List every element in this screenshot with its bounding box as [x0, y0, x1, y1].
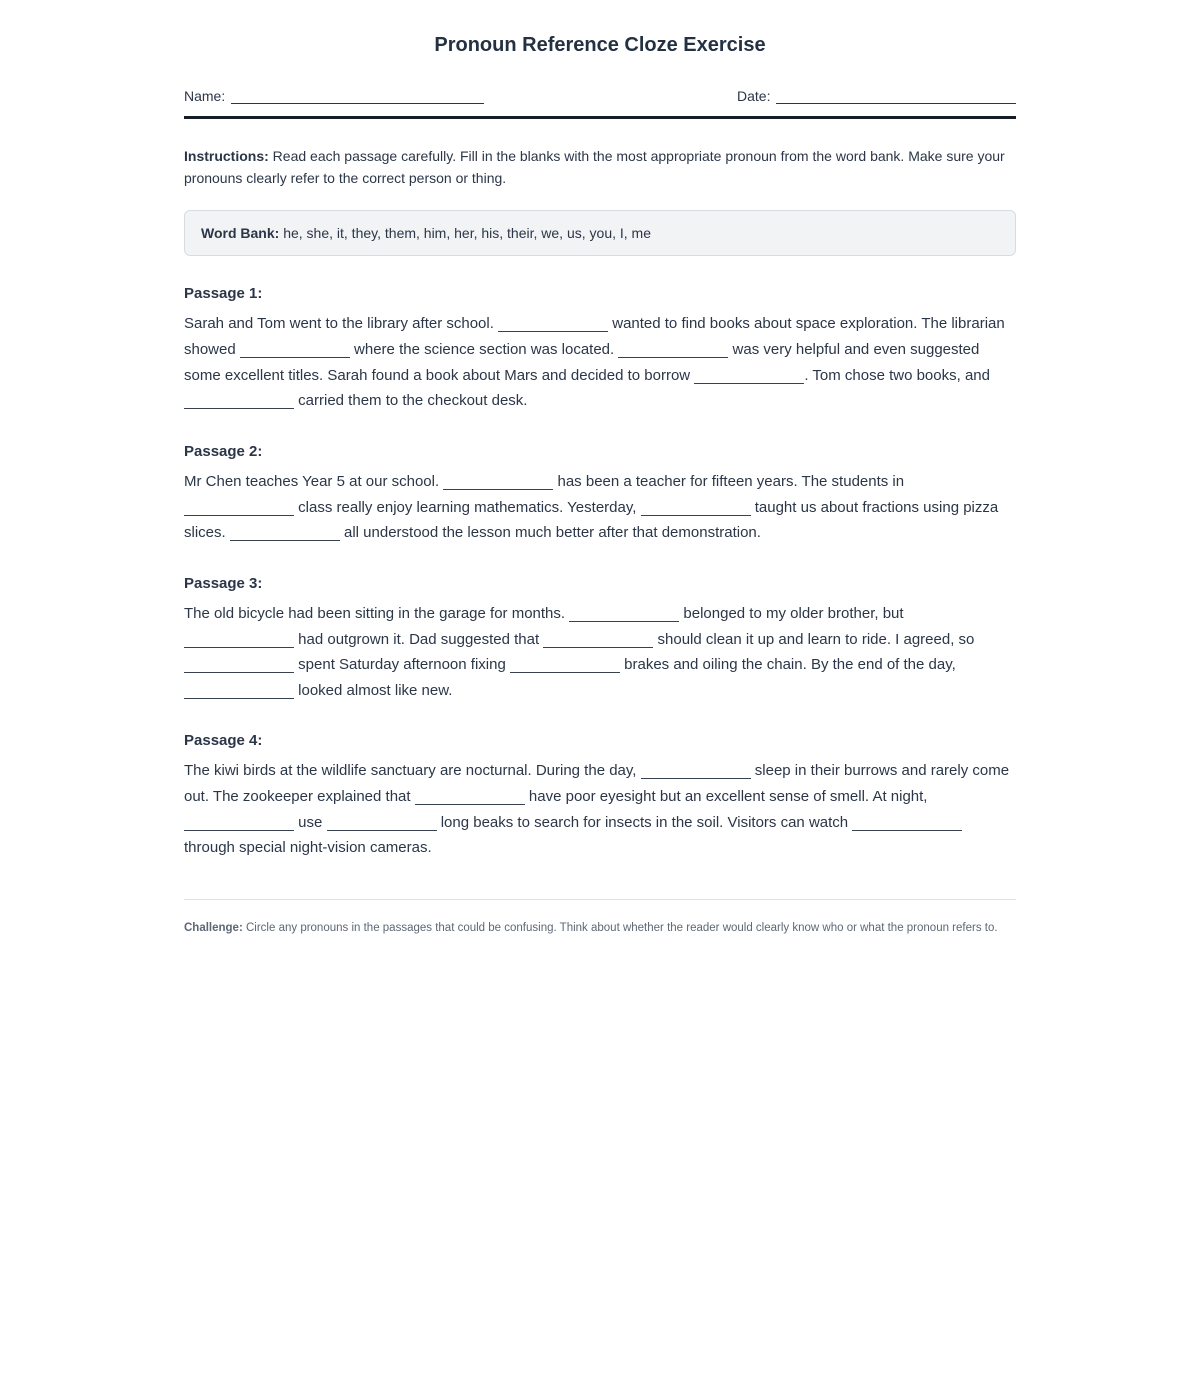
fill-in-blank[interactable]	[415, 790, 525, 805]
fill-in-blank[interactable]	[184, 394, 294, 409]
fill-in-blank[interactable]	[443, 475, 553, 490]
passage	[184, 285, 1016, 414]
fill-in-blank[interactable]	[569, 607, 679, 622]
instructions-text: Read each passage carefully. Fill in the blanks with the most appropriate pronoun from the word bank. Make sure your pronouns clearly refer to the correct person or thing.	[184, 148, 1005, 186]
fill-in-blank[interactable]	[184, 633, 294, 648]
fill-in-blank[interactable]	[184, 658, 294, 673]
fill-in-blank[interactable]	[240, 343, 350, 358]
fill-in-blank[interactable]	[184, 501, 294, 516]
name-date-row	[184, 87, 1016, 104]
passage-heading: Passage 4:	[184, 732, 263, 750]
instructions-label: Instructions:	[184, 148, 269, 164]
fill-in-blank[interactable]	[184, 816, 294, 831]
word-bank-words: he, she, it, they, them, him, her, his, their, we, us, you, I, me	[279, 225, 651, 242]
challenge-divider	[184, 899, 1016, 900]
passage-text: The kiwi birds at the wildlife sanctuary are nocturnal. During the day, sleep in their burrows and rarely come out. The zookeeper explained that have poor eyesight but an excellent sense of smell. At night, use long beaks to search for insects in the soil. Visitors can watch through special night-vision cameras.	[184, 762, 1010, 857]
passages-container	[184, 285, 1016, 861]
passage-text: The old bicycle had been sitting in the garage for months. belonged to my older brother, but had outgrown it. Dad suggested that should clean it up and learn to ride. I agreed, so spent Saturday afternoon fixing brakes and oiling the chain. By the end of the day, looked almost like new.	[184, 604, 975, 699]
passage	[184, 575, 1016, 704]
passage	[184, 732, 1016, 861]
worksheet-page	[184, 0, 1016, 938]
instructions	[184, 146, 1016, 189]
name-field	[184, 87, 484, 104]
fill-in-blank[interactable]	[618, 343, 728, 358]
passage-text: Sarah and Tom went to the library after school. wanted to find books about space exploration. The librarian showed where the science section was located. was very helpful and even suggested some excellent titles. Sarah found a book about Mars and decided to borrow . Tom chose two books, and carried them to the checkout desk.	[184, 315, 1005, 410]
header-divider	[184, 116, 1016, 119]
challenge	[184, 920, 1016, 938]
date-label: Date:	[737, 88, 771, 104]
word-bank-box	[184, 210, 1016, 256]
fill-in-blank[interactable]	[184, 684, 294, 699]
fill-in-blank[interactable]	[498, 317, 608, 332]
date-input-line[interactable]	[776, 87, 1016, 104]
fill-in-blank[interactable]	[543, 633, 653, 648]
passage-heading: Passage 2:	[184, 442, 263, 460]
fill-in-blank[interactable]	[230, 526, 340, 541]
passage-text: Mr Chen teaches Year 5 at our school. has been a teacher for fifteen years. The students in class really enjoy learning mathematics. Yesterday, taught us about fractions using pizza slices. all understood the lesson much better after that demonstration.	[184, 472, 999, 542]
challenge-label: Challenge:	[184, 921, 243, 934]
word-bank-label: Word Bank:	[201, 225, 280, 242]
fill-in-blank[interactable]	[510, 658, 620, 673]
fill-in-blank[interactable]	[641, 764, 751, 779]
challenge-text: Circle any pronouns in the passages that could be confusing. Think about whether the reader would clearly know who or what the pronoun refers to.	[242, 921, 998, 934]
passage-heading: Passage 3:	[184, 574, 263, 592]
passage	[184, 443, 1016, 546]
fill-in-blank[interactable]	[694, 369, 804, 384]
fill-in-blank[interactable]	[641, 501, 751, 516]
name-input-line[interactable]	[231, 87, 484, 104]
fill-in-blank[interactable]	[852, 816, 962, 831]
name-label: Name:	[184, 88, 226, 104]
date-field	[737, 87, 1016, 104]
fill-in-blank[interactable]	[327, 816, 437, 831]
passage-heading: Passage 1:	[184, 285, 263, 303]
page-title: Pronoun Reference Cloze Exercise	[434, 34, 766, 56]
